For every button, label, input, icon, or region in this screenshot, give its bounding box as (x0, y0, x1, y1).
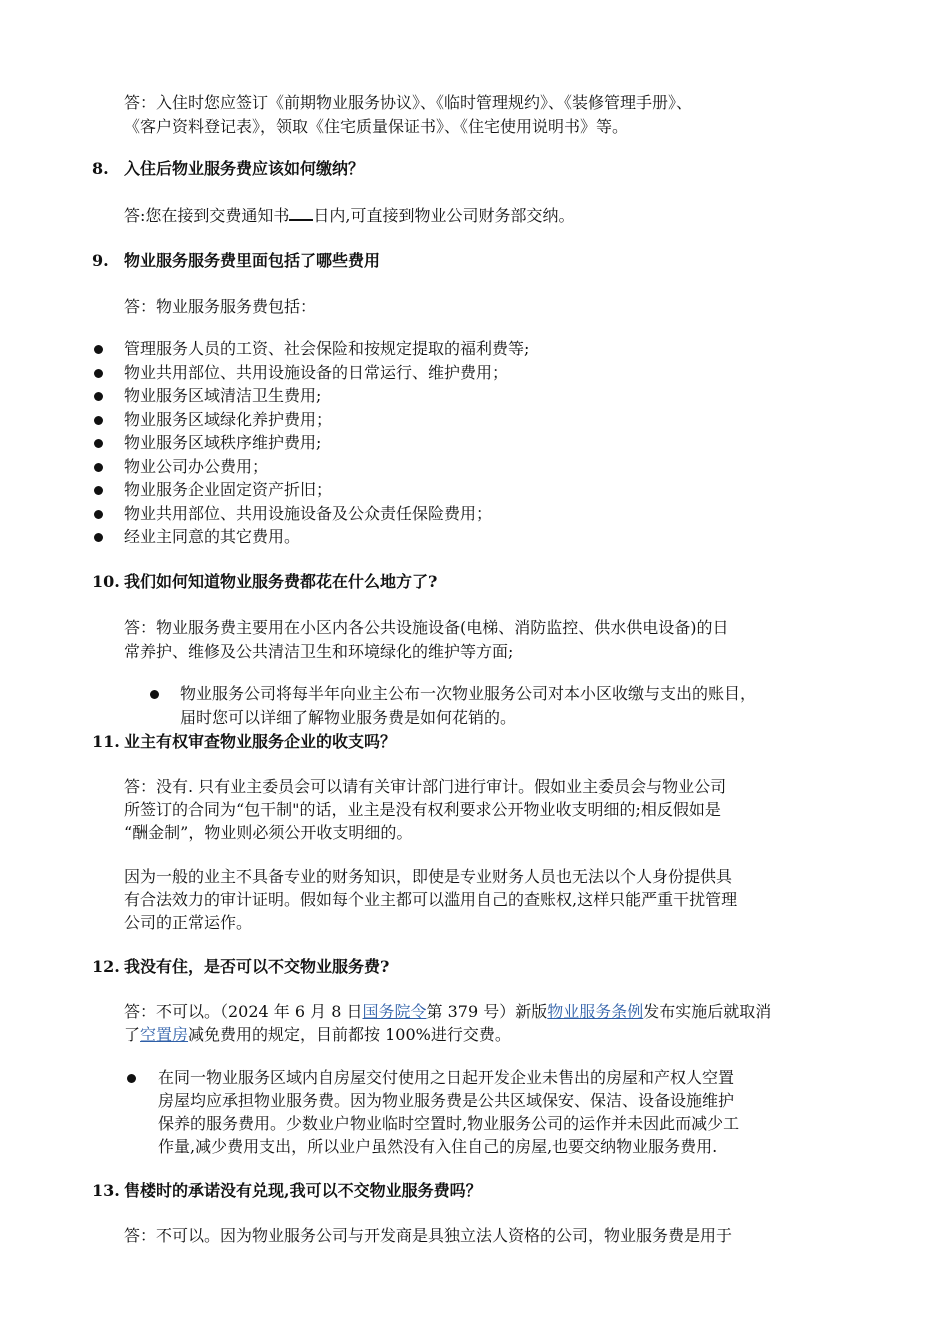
question-12-bullet-line-2: 房屋均应承担物业服务费。因为物业服务费是公共区域保安、保洁、设备设施维护 (158, 1091, 735, 1110)
answer-text: 答:您在接到交费通知书 (124, 206, 290, 225)
question-11-para2-line-2: 有合法效力的审计证明。假如每个业主都可以滥用自己的查账权,这样只能严重干扰管理 (124, 890, 738, 909)
question-12-bullet-line-4: 作量,减少费用支出，所以业户虽然没有入住自己的房屋,也要交纳物业服务费用. (158, 1137, 718, 1156)
question-10-answer-line-1: 答：物业服务费主要用在小区内各公共设施设备(电梯、消防监控、供水供电设备)的日 (124, 618, 729, 637)
bullet-icon (150, 690, 159, 699)
bullet-icon (94, 416, 103, 425)
list-item: 物业服务区域绿化养护费用； (124, 410, 333, 429)
question-11-heading (92, 731, 396, 753)
question-title: 入住后物业服务费应该如何缴纳？ (124, 159, 365, 178)
question-title: 售楼时的承诺没有兑现,我可以不交物业服务费吗？ (124, 1181, 482, 1200)
question-number: 8. (92, 159, 109, 178)
question-12-bullet-line-3: 保养的服务费用。少数业户物业临时空置时,物业服务公司的运作并未因此而减少工 (158, 1114, 740, 1133)
bullet-icon (94, 345, 103, 354)
question-12-heading (92, 956, 389, 978)
question-8-answer (124, 205, 575, 227)
question-11-para2-line-3: 公司的正常运作。 (124, 913, 253, 932)
question-8-heading (92, 158, 364, 180)
fill-in-blank (289, 205, 313, 221)
question-11-para2-line-1: 因为一般的业主不具备专业的财务知识，即使是专业财务人员也无法以个人身份提供具 (124, 867, 733, 886)
property-regulation-link[interactable]: 物业服务条例 (547, 1002, 644, 1021)
list-item: 经业主同意的其它费用。 (124, 527, 301, 546)
bullet-icon (94, 463, 103, 472)
question-10-bullet-line-2: 届时您可以详细了解物业服务费是如何花销的。 (180, 708, 517, 727)
bullet-icon (94, 510, 103, 519)
question-12-answer-line-1 (124, 1001, 771, 1023)
question-number: 12. (92, 957, 120, 976)
question-number: 11. (92, 732, 120, 751)
question-10-answer-line-2: 常养护、维修及公共清洁卫生和环境绿化的维护等方面; (124, 642, 514, 661)
intro-answer-line-1: 答：入住时您应签订《前期物业服务协议》、《临时管理规约》、《装修管理手册》、 (124, 93, 693, 112)
list-item: 物业服务企业固定资产折旧； (124, 480, 333, 499)
question-11-answer-line-1: 答：没有. 只有业主委员会可以请有关审计部门进行审计。假如业主委员会与物业公司 (124, 777, 727, 796)
list-item: 物业公司办公费用； (124, 457, 269, 476)
question-10-bullet-line-1: 物业服务公司将每半年向业主公布一次物业服务公司对本小区收缴与支出的账目， (180, 684, 757, 703)
bullet-icon (94, 486, 103, 495)
list-item: 物业服务区域秩序维护费用; (124, 433, 322, 452)
answer-text: 了 (124, 1025, 141, 1044)
list-item: 管理服务人员的工资、社会保险和按规定提取的福利费等; (124, 339, 530, 358)
question-12-answer-line-2 (124, 1024, 511, 1046)
answer-text: 第 379 号）新版 (426, 1002, 548, 1021)
list-item: 物业共用部位、共用设施设备的日常运行、维护费用； (124, 363, 509, 382)
answer-text: 发布实施后就取消 (643, 1002, 772, 1021)
question-9-answer: 答：物业服务服务费包括： (124, 297, 317, 316)
bullet-icon (94, 439, 103, 448)
answer-text: 日内,可直接到物业公司财务部交纳。 (313, 206, 575, 225)
bullet-icon (94, 369, 103, 378)
question-11-answer-line-2: 所签订的合同为“包干制"的话，业主是没有权利要求公开物业收支明细的;相反假如是 (124, 800, 721, 819)
bullet-icon (94, 533, 103, 542)
question-number: 9. (92, 251, 109, 270)
question-13-answer: 答：不可以。因为物业服务公司与开发商是具独立法人资格的公司，物业服务费是用于 (124, 1226, 733, 1245)
question-9-heading (92, 250, 380, 272)
question-12-bullet-line-1: 在同一物业服务区域内自房屋交付使用之日起开发企业未售出的房屋和产权人空置 (158, 1068, 735, 1087)
question-number: 13. (92, 1181, 120, 1200)
vacant-housing-link[interactable]: 空置房 (140, 1025, 189, 1044)
question-number: 10. (92, 572, 120, 591)
question-title: 我们如何知道物业服务费都花在什么地方了? (124, 572, 438, 591)
question-title: 物业服务服务费里面包括了哪些费用 (124, 251, 381, 270)
question-11-answer-line-3: “酬金制”，物业则必须公开收支明细的。 (124, 823, 413, 842)
bullet-icon (127, 1074, 136, 1083)
answer-text: 答：不可以。（2024 年 6 月 8 日 (124, 1002, 363, 1021)
bullet-icon (94, 392, 103, 401)
list-item: 物业共用部位、共用设施设备及公众责任保险费用； (124, 504, 493, 523)
state-council-order-link[interactable]: 国务院令 (362, 1002, 427, 1021)
question-title: 我没有住，是否可以不交物业服务费? (124, 957, 390, 976)
question-13-heading (92, 1180, 482, 1202)
question-title: 业主有权审查物业服务企业的收支吗？ (124, 732, 397, 751)
question-10-heading (92, 571, 437, 593)
list-item: 物业服务区域清洁卫生费用; (124, 386, 322, 405)
answer-text: 减免费用的规定，目前都按 100%进行交费。 (188, 1025, 511, 1044)
intro-answer-line-2: 《客户资料登记表》，领取《住宅质量保证书》、《住宅使用说明书》等。 (124, 117, 629, 136)
